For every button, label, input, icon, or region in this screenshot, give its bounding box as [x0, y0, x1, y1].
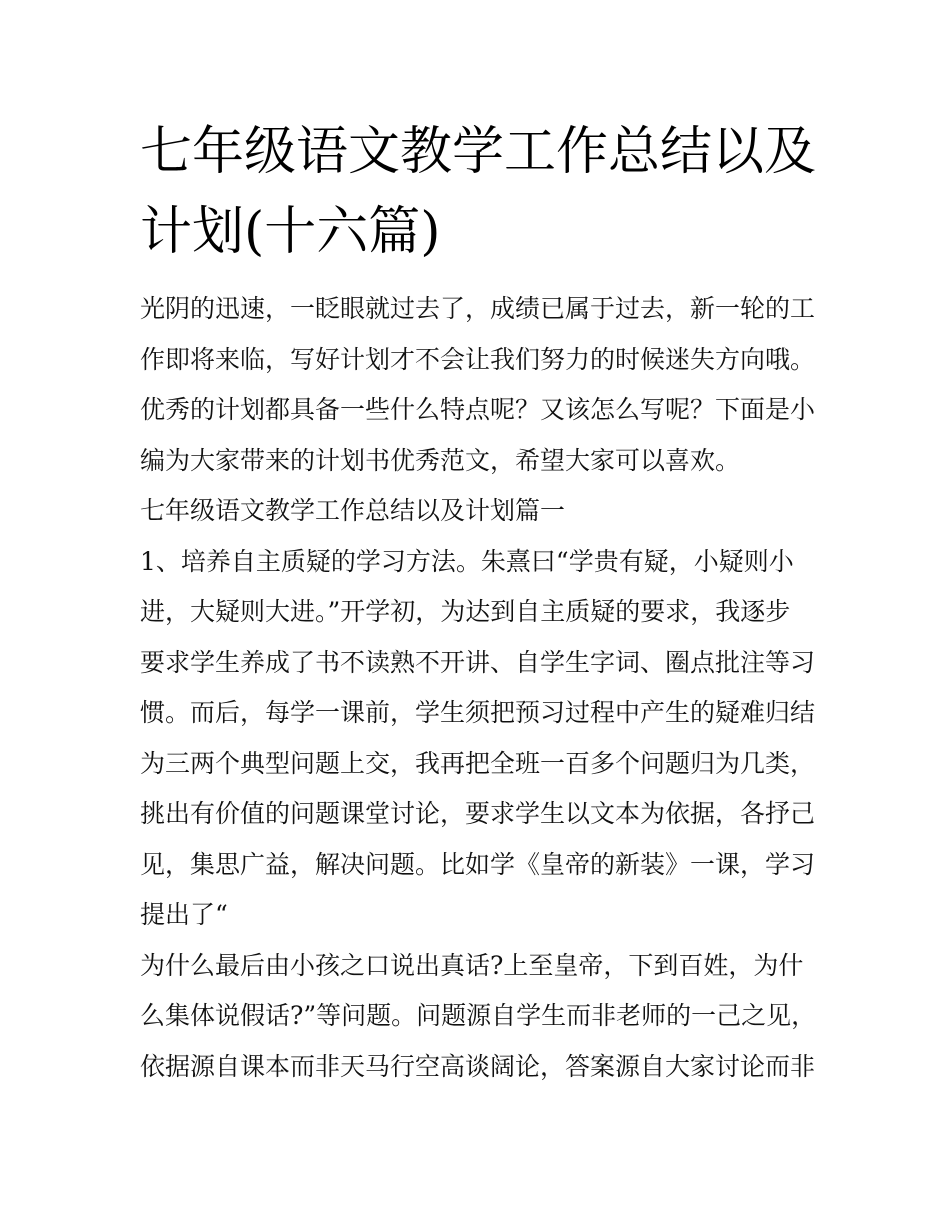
body-line: 优秀的计划都具备一些什么特点呢？又该怎么写呢？下面是小	[140, 395, 816, 424]
body-line: 提出了“	[140, 900, 228, 929]
body-line: 作即将来临，写好计划才不会让我们努力的时候迷失方向哦。	[140, 344, 816, 374]
body-line: 为三两个典型问题上交，我再把全班一百多个问题归为几类，	[140, 748, 816, 778]
body-line: 要求学生养成了书不读熟不开讲、自学生字词、圈点批注等习	[140, 647, 816, 677]
body-line: 光阴的迅速，一眨眼就过去了，成绩已属于过去，新一轮的工	[140, 294, 816, 323]
body-line: 进，大疑则大进。”开学初，为达到自主质疑的要求，我逐步	[140, 597, 791, 626]
title-line: 七年级语文教学工作总结以及	[140, 122, 817, 182]
document-content	[140, 112, 820, 1092]
body-line: 挑出有价值的问题课堂讨论，要求学生以文本为依据，各抒己	[140, 799, 816, 828]
title-line: 计划(十六篇)	[140, 202, 441, 262]
document-title	[140, 112, 820, 272]
document-body	[140, 284, 820, 1092]
body-line: 为什么最后由小孩之口说出真话?上至皇帝，下到百姓，为什	[140, 950, 804, 980]
body-line: 惯。而后，每学一课前，学生须把预习过程中产生的疑难归结	[140, 698, 816, 727]
section-heading: 七年级语文教学工作总结以及计划篇一	[140, 496, 566, 525]
body-line: 编为大家带来的计划书优秀范文，希望大家可以喜欢。	[140, 445, 741, 475]
body-line: 见，集思广益，解决问题。比如学《皇帝的新装》一课，学习	[140, 849, 816, 879]
body-line: 1、培养自主质疑的学习方法。朱熹曰“学贵有疑，小疑则小	[140, 546, 794, 576]
body-line: 么集体说假话?”等问题。问题源自学生而非老师的一己之见，	[140, 1001, 817, 1030]
body-line: 依据源自课本而非天马行空高谈阔论，答案源自大家讨论而非	[140, 1051, 816, 1081]
